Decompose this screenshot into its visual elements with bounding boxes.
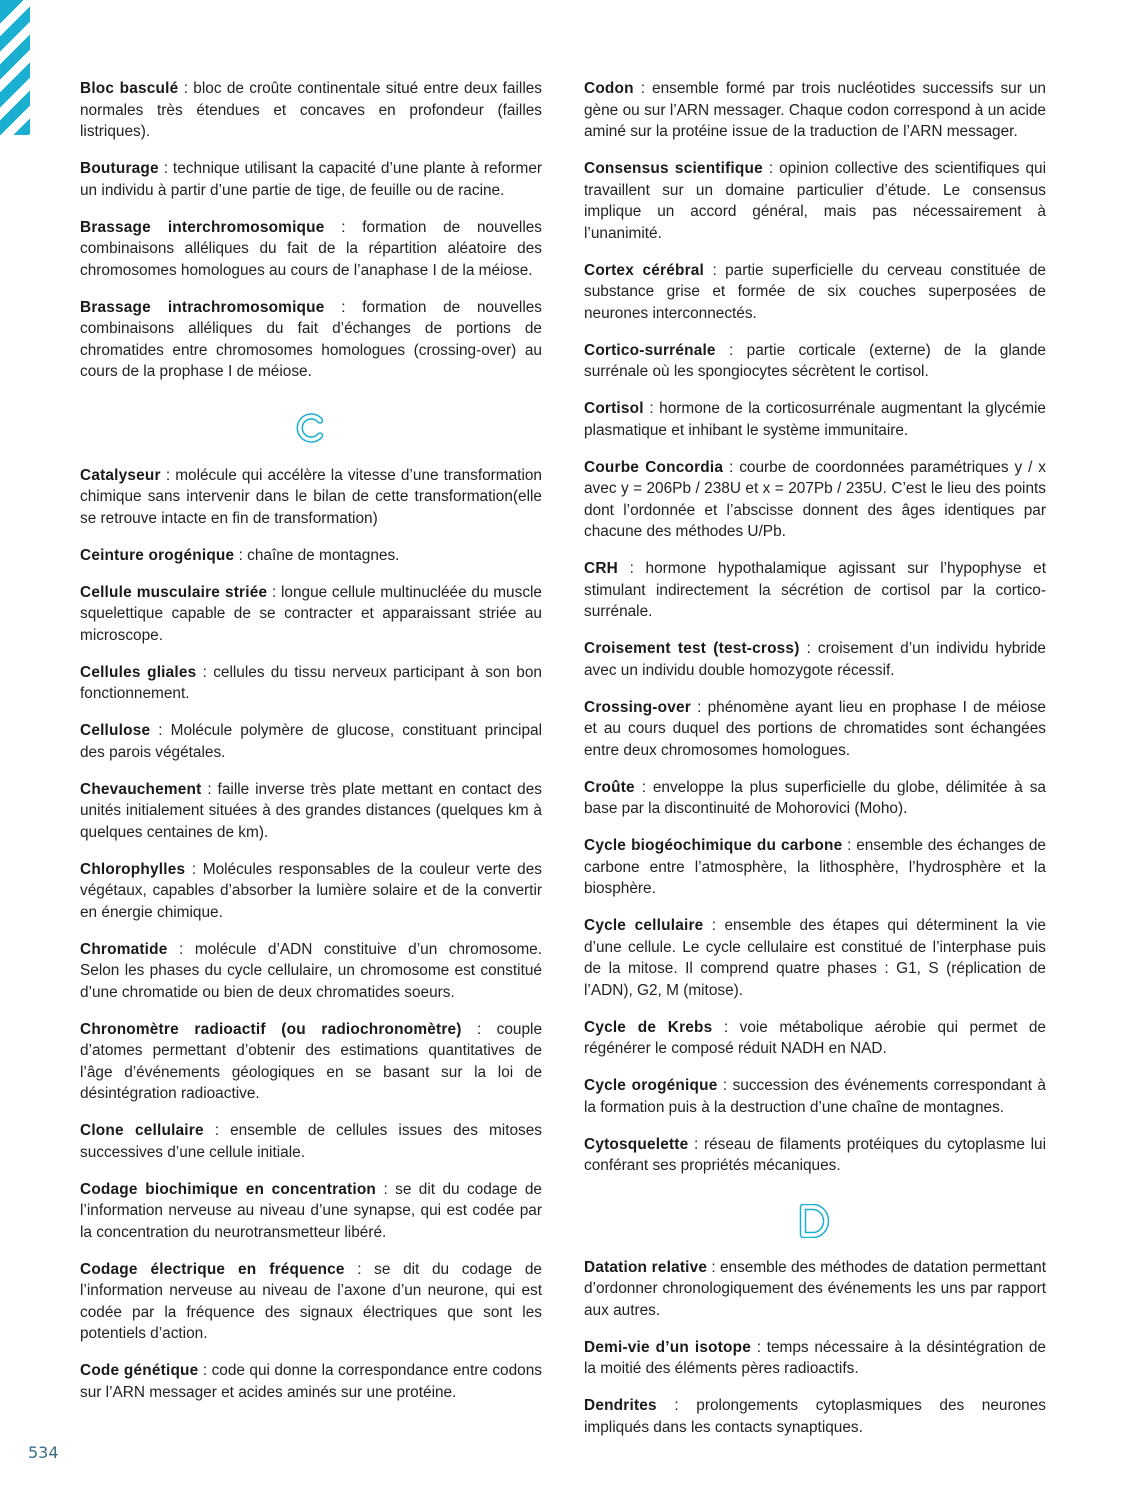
glossary-definition: : succession des événements correspondant à la formation puis à la destruction d’une chaîne de montagnes. bbox=[584, 1077, 1046, 1116]
glossary-entry bbox=[584, 1337, 1046, 1380]
glossary-entry bbox=[584, 340, 1046, 383]
section-letter-d bbox=[584, 1204, 1046, 1238]
glossary-group-c bbox=[80, 465, 542, 1404]
glossary-term: Cortico-surrénale bbox=[584, 341, 716, 359]
glossary-entry bbox=[80, 78, 542, 143]
glossary-term: Catalyseur bbox=[80, 466, 161, 484]
glossary-term: Chlorophylles bbox=[80, 860, 186, 878]
glossary-term: Brassage intrachromosomique bbox=[80, 298, 325, 316]
letter-c-icon bbox=[294, 411, 328, 445]
glossary-term: Datation relative bbox=[584, 1258, 708, 1276]
glossary-definition: : chaîne de montagnes. bbox=[234, 546, 400, 564]
glossary-definition: : se dit du codage de l’information nerveuse au niveau d’une synapse, qui est codée par la concentration du neurotransmetteur libéré. bbox=[80, 1180, 542, 1241]
glossary-definition: : partie corticale (externe) de la glande surrénale où les spongiocytes sécrètent le cortisol. bbox=[584, 341, 1046, 380]
glossary-entry bbox=[584, 1075, 1046, 1118]
glossary-term: Cycle biogéochimique du carbone bbox=[584, 837, 843, 854]
glossary-definition: : formation de nouvelles combinaisons alléliques du fait de la répartition aléatoire des chromosomes homologues au cours de l’anaphase I de la méiose. bbox=[80, 218, 542, 279]
glossary-definition: : se dit du codage de l’information nerveuse au niveau de l’axone d’un neurone, qui est codée par la fréquence des signaux électriques que sont les potentiels d’action. bbox=[80, 1260, 542, 1342]
glossary-entry bbox=[584, 158, 1046, 244]
glossary-group-c-continued bbox=[584, 78, 1046, 1177]
page-number: 534 bbox=[28, 1443, 59, 1462]
glossary-entry bbox=[80, 1259, 542, 1345]
glossary-term: Ceinture orogénique bbox=[80, 546, 235, 564]
glossary-definition: : phénomène ayant lieu en prophase I de méiose et au cours duquel des portions de chromatides sont échangées entre deux chromosomes homologues. bbox=[584, 698, 1046, 759]
glossary-term: Croûte bbox=[584, 778, 635, 796]
glossary-term: Chronomètre radioactif (ou radiochronomètre) bbox=[80, 1020, 462, 1038]
glossary-entry bbox=[80, 662, 542, 705]
glossary-term: Cellule musculaire striée bbox=[80, 583, 268, 601]
glossary-term: Courbe Concordia bbox=[584, 458, 724, 476]
glossary-term: Crossing-over bbox=[584, 698, 691, 716]
glossary-definition: : hormone hypothalamique agissant sur l’hypophyse et stimulant indirectement la sécrétion de cortisol par la cortico-surrénale. bbox=[584, 560, 1046, 620]
glossary-term: Brassage interchromosomique bbox=[80, 218, 325, 236]
glossary-term: Cortisol bbox=[584, 400, 644, 417]
glossary-entry bbox=[584, 1395, 1046, 1438]
glossary-term: Consensus scientifique bbox=[584, 160, 763, 177]
glossary-entry bbox=[80, 1360, 542, 1403]
glossary-definition: : ensemble des étapes qui déterminent la vie d’une cellule. Le cycle cellulaire est constitué de l’interphase puis de la mitose. Il comprend quatre phases : G1, S (réplication de l’ADN), G2, M (mitose). bbox=[584, 917, 1046, 999]
glossary-term: Cortex cérébral bbox=[584, 261, 705, 279]
left-column bbox=[80, 78, 542, 1419]
glossary-definition: : technique utilisant la capacité d’une plante à reformer un individu à partir d’une partie de tige, de feuille ou de racine. bbox=[80, 160, 542, 199]
glossary-entry bbox=[584, 1134, 1046, 1177]
glossary-entry bbox=[80, 297, 542, 383]
glossary-definition: : formation de nouvelles combinaisons alléliques du fait d’échanges de portions de chromatides entre chromosomes homologues (crossing-over) au cours de la prophase I de méiose. bbox=[80, 298, 542, 380]
glossary-definition: : croisement d’un individu hybride avec un individu double homozygote récessif. bbox=[584, 640, 1046, 679]
glossary-entry bbox=[584, 260, 1046, 325]
glossary-term: Bloc basculé bbox=[80, 80, 179, 97]
glossary-term: Chromatide bbox=[80, 940, 168, 958]
glossary-definition: : bloc de croûte continentale situé entre deux failles normales très étendues et concaves en profondeur (failles listriques). bbox=[80, 80, 542, 140]
glossary-definition: : cellules du tissu nerveux participant à son bon fonctionnement. bbox=[80, 663, 542, 702]
glossary-term: Code génétique bbox=[80, 1362, 199, 1379]
glossary-entry bbox=[584, 697, 1046, 762]
glossary-entry bbox=[80, 939, 542, 1004]
glossary-entry bbox=[584, 1257, 1046, 1322]
right-column bbox=[584, 78, 1046, 1454]
glossary-term: Cellules gliales bbox=[80, 663, 197, 681]
glossary-entry bbox=[80, 465, 542, 530]
glossary-term: Cycle orogénique bbox=[584, 1077, 718, 1094]
glossary-entry bbox=[80, 217, 542, 282]
glossary-term: Cellulose bbox=[80, 722, 151, 739]
glossary-definition: : ensemble formé par trois nucléotides successifs sur un gène ou sur l’ARN messager. Chaque codon correspond à un acide aminé sur la protéine issue de la traduction de l’ARN messager. bbox=[584, 80, 1046, 140]
glossary-definition: : ensemble des échanges de carbone entre l’atmosphère, la lithosphère, l’hydrosphère et la biosphère. bbox=[584, 837, 1046, 897]
glossary-definition: : réseau de filaments protéiques du cytoplasme lui conférant ses propriétés mécaniques. bbox=[584, 1135, 1046, 1174]
glossary-term: Codage biochimique en concentration bbox=[80, 1180, 377, 1198]
glossary-definition: : voie métabolique aérobie qui permet de régénérer le composé réduit NADH en NAD. bbox=[584, 1018, 1046, 1057]
glossary-definition: : hormone de la corticosurrénale augmentant la glycémie plasmatique et inhibant le système immunitaire. bbox=[584, 400, 1046, 439]
glossary-definition: : code qui donne la correspondance entre codons sur l’ARN messager et acides aminés sur une protéine. bbox=[80, 1362, 542, 1401]
glossary-entry bbox=[584, 777, 1046, 820]
glossary-definition: : molécule d’ADN constituive d’un chromosome. Selon les phases du cycle cellulaire, un chromosome est constitué d’une chromatide ou bien de deux chromatides soeurs. bbox=[80, 940, 542, 1001]
letter-d-icon bbox=[799, 1204, 831, 1238]
glossary-entry bbox=[584, 558, 1046, 623]
glossary-definition: : molécule qui accélère la vitesse d’une transformation chimique sans intervenir dans le bilan de cette transformation(elle se retrouve intacte en fin de transformation) bbox=[80, 466, 542, 527]
glossary-entry bbox=[584, 638, 1046, 681]
glossary-entry bbox=[80, 1019, 542, 1105]
glossary-definition: : ensemble de cellules issues des mitoses successives d’une cellule initiale. bbox=[80, 1122, 542, 1161]
glossary-term: Codage électrique en fréquence bbox=[80, 1260, 345, 1278]
glossary-definition: : Molécule polymère de glucose, constituant principal des parois végétales. bbox=[80, 722, 542, 761]
glossary-term: Bouturage bbox=[80, 160, 159, 177]
glossary-group-d bbox=[584, 1257, 1046, 1439]
glossary-entry bbox=[584, 915, 1046, 1001]
glossary-entry bbox=[80, 779, 542, 844]
glossary-term: Clone cellulaire bbox=[80, 1122, 204, 1139]
glossary-term: Chevauchement bbox=[80, 780, 202, 798]
glossary-term: Demi-vie d’un isotope bbox=[584, 1338, 751, 1356]
glossary-term: CRH bbox=[584, 560, 618, 577]
glossary-entry bbox=[80, 720, 542, 763]
glossary-term: Cycle de Krebs bbox=[584, 1018, 713, 1036]
glossary-entry bbox=[80, 859, 542, 924]
glossary-term: Cycle cellulaire bbox=[584, 917, 704, 934]
glossary-term: Dendrites bbox=[584, 1397, 657, 1414]
glossary-entry bbox=[584, 457, 1046, 543]
glossary-definition: : courbe de coordonnées paramétriques y / x avec y = 206Pb / 238U et x = 207Pb / 235U. C’est le lieu des points dont l’ordonnée et l’abscisse donnent des âges identiques par chacune des méthodes U/Pb. bbox=[584, 458, 1047, 540]
glossary-entry bbox=[80, 1120, 542, 1163]
glossary-entry bbox=[584, 1017, 1046, 1060]
glossary-entry bbox=[584, 398, 1046, 441]
glossary-definition: : opinion collective des scientifiques qui travaillent sur un domaine particulier d’étude. Le consensus implique un accord général, mais pas nécessairement à l’unanimité. bbox=[584, 160, 1046, 242]
glossary-definition: : partie superficielle du cerveau constituée de substance grise et formée de six couches superposées de neurones interconnectés. bbox=[584, 261, 1046, 322]
section-letter-c bbox=[80, 411, 542, 445]
glossary-entry bbox=[80, 158, 542, 201]
glossary-entry bbox=[584, 835, 1046, 900]
glossary-definition: : faille inverse très plate mettant en contact des unités initialement situées à des grandes distances (quelques km à quelques centaines de km). bbox=[80, 780, 542, 841]
glossary-entry bbox=[80, 582, 542, 647]
glossary-definition: : ensemble des méthodes de datation permettant d’ordonner chronologiquement des événements les uns par rapport aux autres. bbox=[584, 1258, 1046, 1319]
glossary-entry bbox=[584, 78, 1046, 143]
corner-stripes-decoration bbox=[0, 0, 30, 135]
glossary-definition: : Molécules responsables de la couleur verte des végétaux, capables d’absorber la lumière solaire et de la convertir en énergie chimique. bbox=[80, 860, 542, 921]
glossary-definition: : couple d’atomes permettant d’obtenir des estimations quantitatives de l’âge d’événements géologiques en se basant sur la loi de désintégration radioactive. bbox=[80, 1020, 543, 1102]
glossary-definition: : temps nécessaire à la désintégration de la moitié des éléments pères radioactifs. bbox=[584, 1338, 1046, 1377]
glossary-entry bbox=[80, 545, 542, 567]
glossary-group-b bbox=[80, 78, 542, 383]
glossary-definition: : longue cellule multinucléée du muscle squelettique capable de se contracter et apparaissant striée au microscope. bbox=[80, 583, 542, 644]
glossary-term: Croisement test (test-cross) bbox=[584, 640, 800, 657]
glossary-term: Codon bbox=[584, 80, 634, 97]
glossary-definition: : enveloppe la plus superficielle du globe, délimitée à sa base par la discontinuité de Mohorovici (Moho). bbox=[584, 778, 1046, 817]
glossary-definition: : prolongements cytoplasmiques des neurones impliqués dans les contacts synaptiques. bbox=[584, 1397, 1046, 1436]
glossary-term: Cytosquelette bbox=[584, 1135, 689, 1153]
glossary-entry bbox=[80, 1179, 542, 1244]
